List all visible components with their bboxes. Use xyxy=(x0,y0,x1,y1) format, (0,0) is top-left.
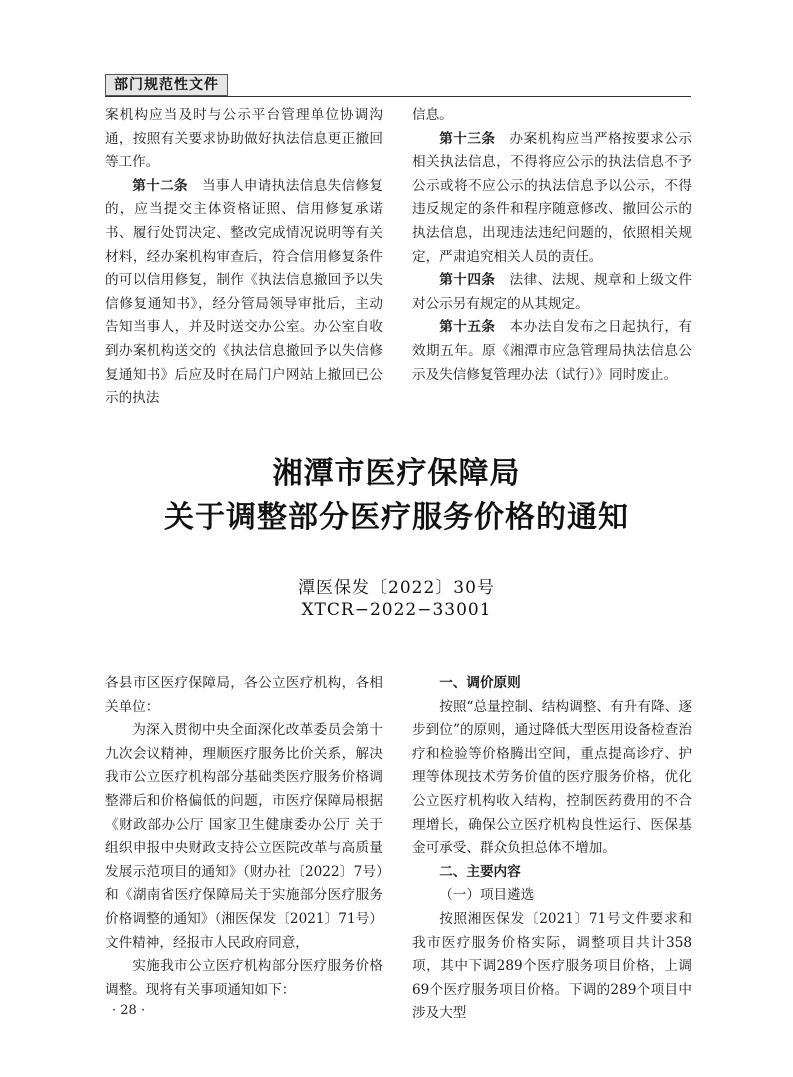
doc-title-line-1: 湘潭市医疗保障局 xyxy=(272,456,521,491)
article-15 xyxy=(412,316,692,387)
article-label: 第十三条 xyxy=(439,130,496,147)
doc-title-line-2: 关于调整部分医疗服务价格的通知 xyxy=(164,500,629,535)
article-14 xyxy=(412,269,692,316)
article-label: 第十二条 xyxy=(132,177,189,194)
paragraph: 实施我市公立医疗机构部分医疗服务价格调整。现将有关事项通知如下： xyxy=(105,958,383,998)
paragraph: 按照“总量控制、结构调整、有升有降、逐步到位”的原则，通过降低大型医用设备检查治疗和检验等价格腾出空间，重点提高诊疗、护理等体现技术劳务价值的医疗服务价格，优化公立医疗机构收入结构，控制医药费用的不合理增长，确保公立医疗机构良性运行、医保基金可承受、群众负担总体不增加。 xyxy=(412,698,692,857)
bottom-right-column xyxy=(412,672,692,1026)
section-heading: 二、主要内容 xyxy=(439,863,521,880)
article-13 xyxy=(412,128,692,270)
page-header xyxy=(105,74,691,97)
article-text: 法律、法规、规章和上级文件对公示另有规定的从其规定。 xyxy=(412,272,693,312)
section-heading: 一、调价原则 xyxy=(439,675,521,691)
paragraph: 为深入贯彻中央全面深化改革委员会第十九次会议精神，理顺医疗服务比价关系，解决我市公立医疗机构部分基础类医疗服务价格调整滞后和价格偏低的问题，市医疗保障局根据《财政部办公厅 国家卫生健康委办公厅 关于组织申报中央财政支持公立医院改革与高质量发展示范项目的通知》（财办社〔2022〕7号）和《湖南省医疗保障局关于实施部分医疗服务价格调整的通知》（湘医保发〔2021〕71号）文件精神，经报市人民政府同意， xyxy=(105,722,383,951)
paragraph: 按照湘医保发〔2021〕71号文件要求和我市医疗服务价格实际，调整项目共计358项，其中下调289个医疗服务项目价格，上调69个医疗服务项目价格。下调的289个项目中涉及大型 xyxy=(412,910,692,1022)
doc-number: 潭医保发〔2022〕30号 xyxy=(298,578,495,598)
subsection-heading: （一）项目遴选 xyxy=(439,887,535,904)
paragraph: 信息。 xyxy=(412,107,453,123)
article-label: 第十五条 xyxy=(439,319,496,336)
paragraph: 案机构应当及时与公示平台管理单位协调沟通，按照有关要求协助做好执法信息更正撤回等工作。 xyxy=(105,107,383,171)
article-label: 第十四条 xyxy=(439,272,496,289)
article-text: 本办法自发布之日起执行，有效期五年。原《湘潭市应急管理局执法信息公示及失信修复管理办法（试行）》同时废止。 xyxy=(412,319,693,383)
article-12 xyxy=(105,175,383,411)
article-text: 办案机构应当严格按要求公示相关执法信息，不得将应公示的执法信息不予公示或将不应公示的执法信息予以公示，不得违反规定的条件和程序随意修改、撤回公示的执法信息，出现违法违纪问题的，依照相关规定，严肃追究相关人员的责任。 xyxy=(412,130,693,265)
page-number: · 28 · xyxy=(112,1003,146,1018)
top-right-column xyxy=(412,104,692,387)
addressee: 各县市区医疗保障局，各公立医疗机构，各相关单位： xyxy=(105,675,383,715)
top-left-column xyxy=(105,104,383,411)
section-tag: 部门规范性文件 xyxy=(105,74,228,96)
bottom-left-column xyxy=(105,672,383,1002)
article-text: 当事人申请执法信息失信修复的，应当提交主体资格证照、信用修复承诺书、履行处罚决定、整改完成情况说明等有关材料，经办案机构审查后，符合信用修复条件的可以信用修复，制作《执法信息撤回予以失信修复通知书》，经分管局领导审批后，主动告知当事人，并及时送交办公室。办公室自收到办案机构送交的《执法信息撤回予以失信修复通知书》后应及时在局门户网站上撤回已公示的执法 xyxy=(105,177,384,407)
doc-code: XTCR−2022−33001 xyxy=(301,600,492,620)
